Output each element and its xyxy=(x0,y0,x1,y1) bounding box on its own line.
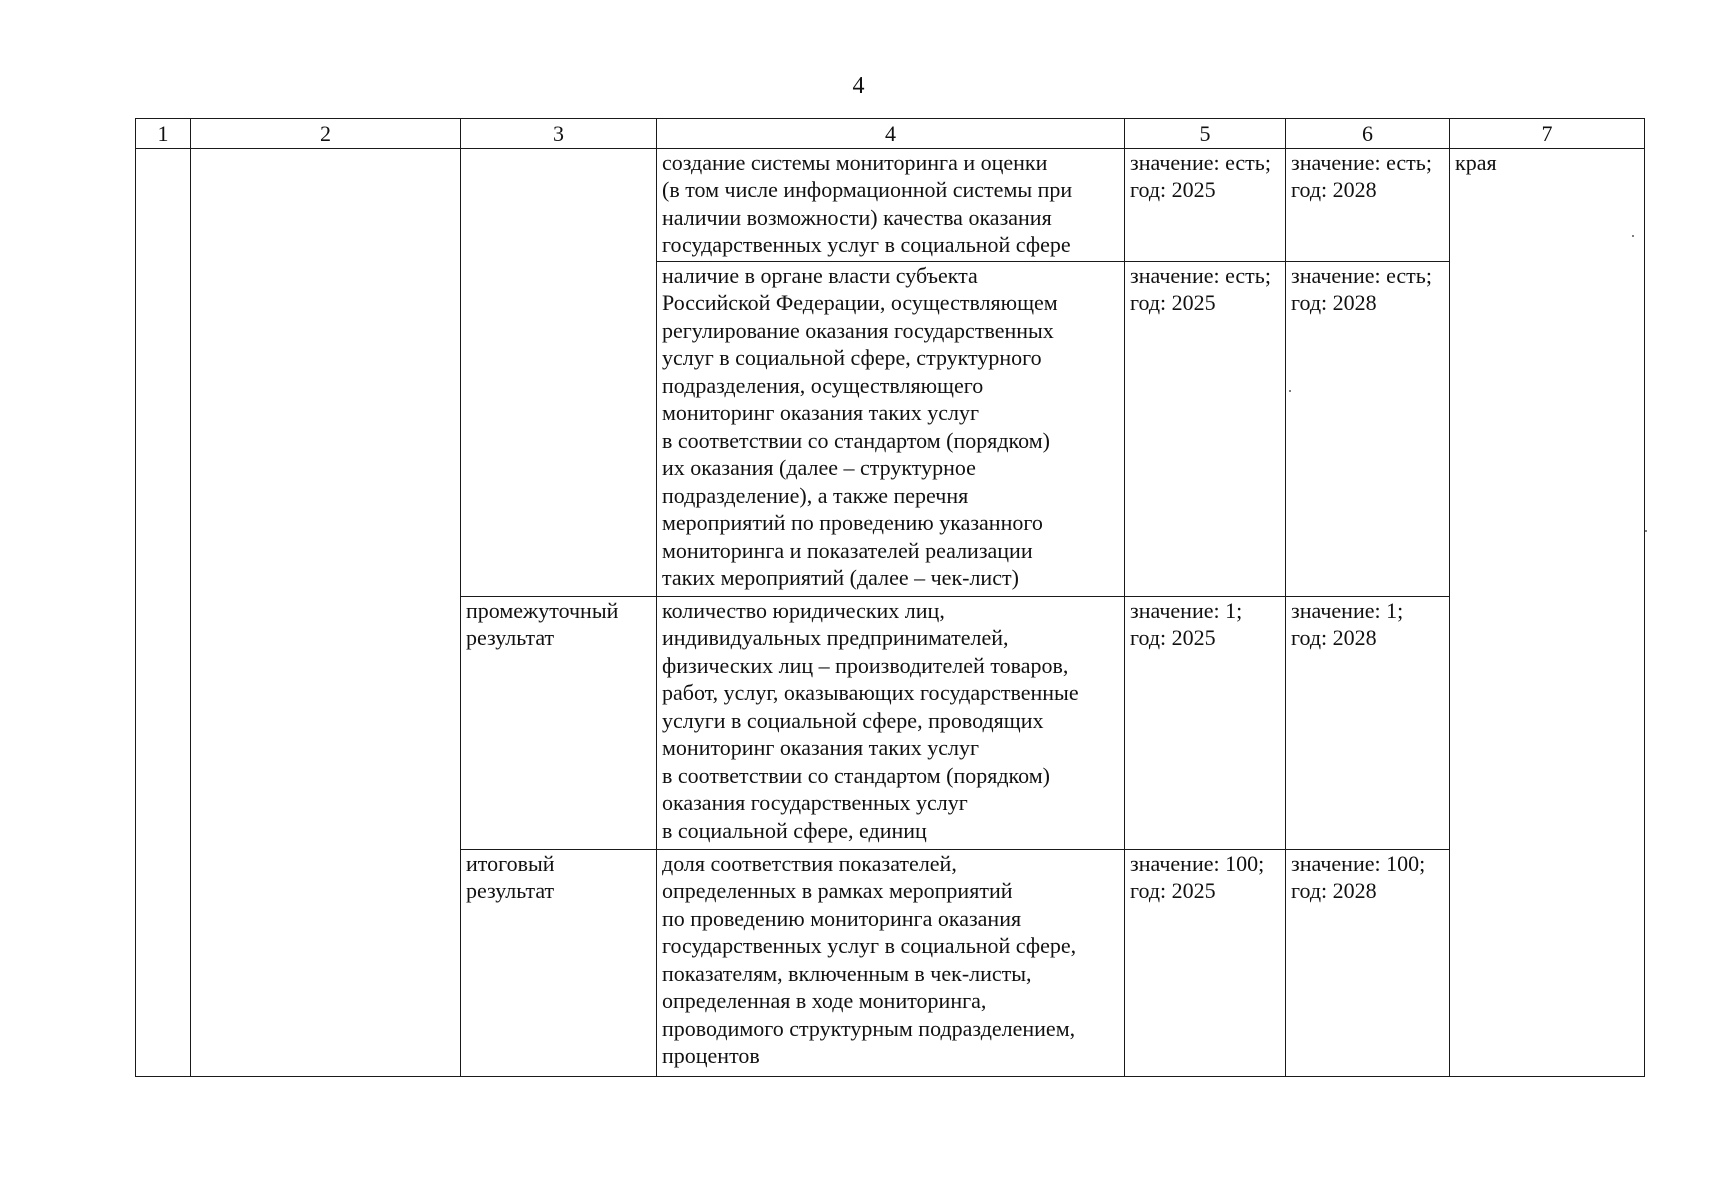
table-cell-col5 xyxy=(1125,148,1286,261)
table-cell-col2 xyxy=(191,148,461,1076)
indicator-text: количество юридических лиц, индивидуальных предпринимателей, физических лиц – производителей товаров, работ, услуг, оказывающих государственные услуги в социальной сфере, проводящих мониторинг оказания таких услуг в соответствии со стандартом (порядком) оказания государственных услуг в социальной сфере, единиц xyxy=(662,597,1079,843)
table-cell-col3 xyxy=(461,596,657,849)
table-cell-col4 xyxy=(657,849,1125,1076)
target-value-text: значение: есть; год: 2028 xyxy=(1291,149,1432,202)
column-header-3: 3 xyxy=(461,119,657,149)
table-cell-col7 xyxy=(1450,148,1645,1076)
base-value-text: значение: есть; год: 2025 xyxy=(1130,262,1271,315)
result-type-text: промежуточный результат xyxy=(466,597,619,650)
table-cell-col6 xyxy=(1286,261,1450,596)
column-header-5: 5 xyxy=(1125,119,1286,149)
table-cell-col6 xyxy=(1286,148,1450,261)
base-value-text: значение: есть; год: 2025 xyxy=(1130,149,1271,202)
indicator-table xyxy=(135,118,1645,1077)
table-cell-col3 xyxy=(461,148,657,596)
target-value-text: значение: 1; год: 2028 xyxy=(1291,597,1404,650)
column-header-4: 4 xyxy=(657,119,1125,149)
table-cell-col5 xyxy=(1125,849,1286,1076)
table-cell-col5 xyxy=(1125,596,1286,849)
table-cell-col5 xyxy=(1125,261,1286,596)
scan-speck xyxy=(1645,530,1647,532)
column-header-6: 6 xyxy=(1286,119,1450,149)
table-row xyxy=(136,148,1645,261)
table-cell-col3 xyxy=(461,849,657,1076)
column-header-1: 1 xyxy=(136,119,191,149)
base-value-text: значение: 100; год: 2025 xyxy=(1130,850,1265,903)
column-header-7: 7 xyxy=(1450,119,1645,149)
result-type-text: итоговый результат xyxy=(466,850,555,903)
table-header-row xyxy=(136,119,1645,149)
page-number: 4 xyxy=(852,73,865,99)
target-value-text: значение: есть; год: 2028 xyxy=(1291,262,1432,315)
indicator-text: наличие в органе власти субъекта Российской Федерации, осуществляющем регулирование оказания государственных услуг в социальной сфере, структурного подразделения, осуществляющего мониторинг оказания таких услуг в соответствии со стандартом (порядком) их оказания (далее – структурное подразделение), а также перечня мероприятий по проведению указанного мониторинга и показателей реализации таких мероприятий (далее – чек-лист) xyxy=(662,262,1058,590)
indicator-text: создание системы мониторинга и оценки (в том числе информационной системы при наличии возможности) качества оказания государственных услуг в социальной сфере xyxy=(662,149,1073,257)
scan-speck xyxy=(1289,390,1291,392)
table-cell-col4 xyxy=(657,596,1125,849)
target-value-text: значение: 100; год: 2028 xyxy=(1291,850,1426,903)
table-cell-col4 xyxy=(657,148,1125,261)
table-cell-col1 xyxy=(136,148,191,1076)
base-value-text: значение: 1; год: 2025 xyxy=(1130,597,1243,650)
cell-text: края xyxy=(1455,149,1497,175)
column-header-2: 2 xyxy=(191,119,461,149)
table-cell-col6 xyxy=(1286,596,1450,849)
table-cell-col4 xyxy=(657,261,1125,596)
table-cell-col6 xyxy=(1286,849,1450,1076)
indicator-text: доля соответствия показателей, определенных в рамках мероприятий по проведению мониторинга оказания государственных услуг в социальной сфере, показателям, включенным в чек-листы, определенная в ходе мониторинга, проводимого структурным подразделением, процентов xyxy=(662,850,1077,1068)
scan-speck xyxy=(1632,235,1634,237)
